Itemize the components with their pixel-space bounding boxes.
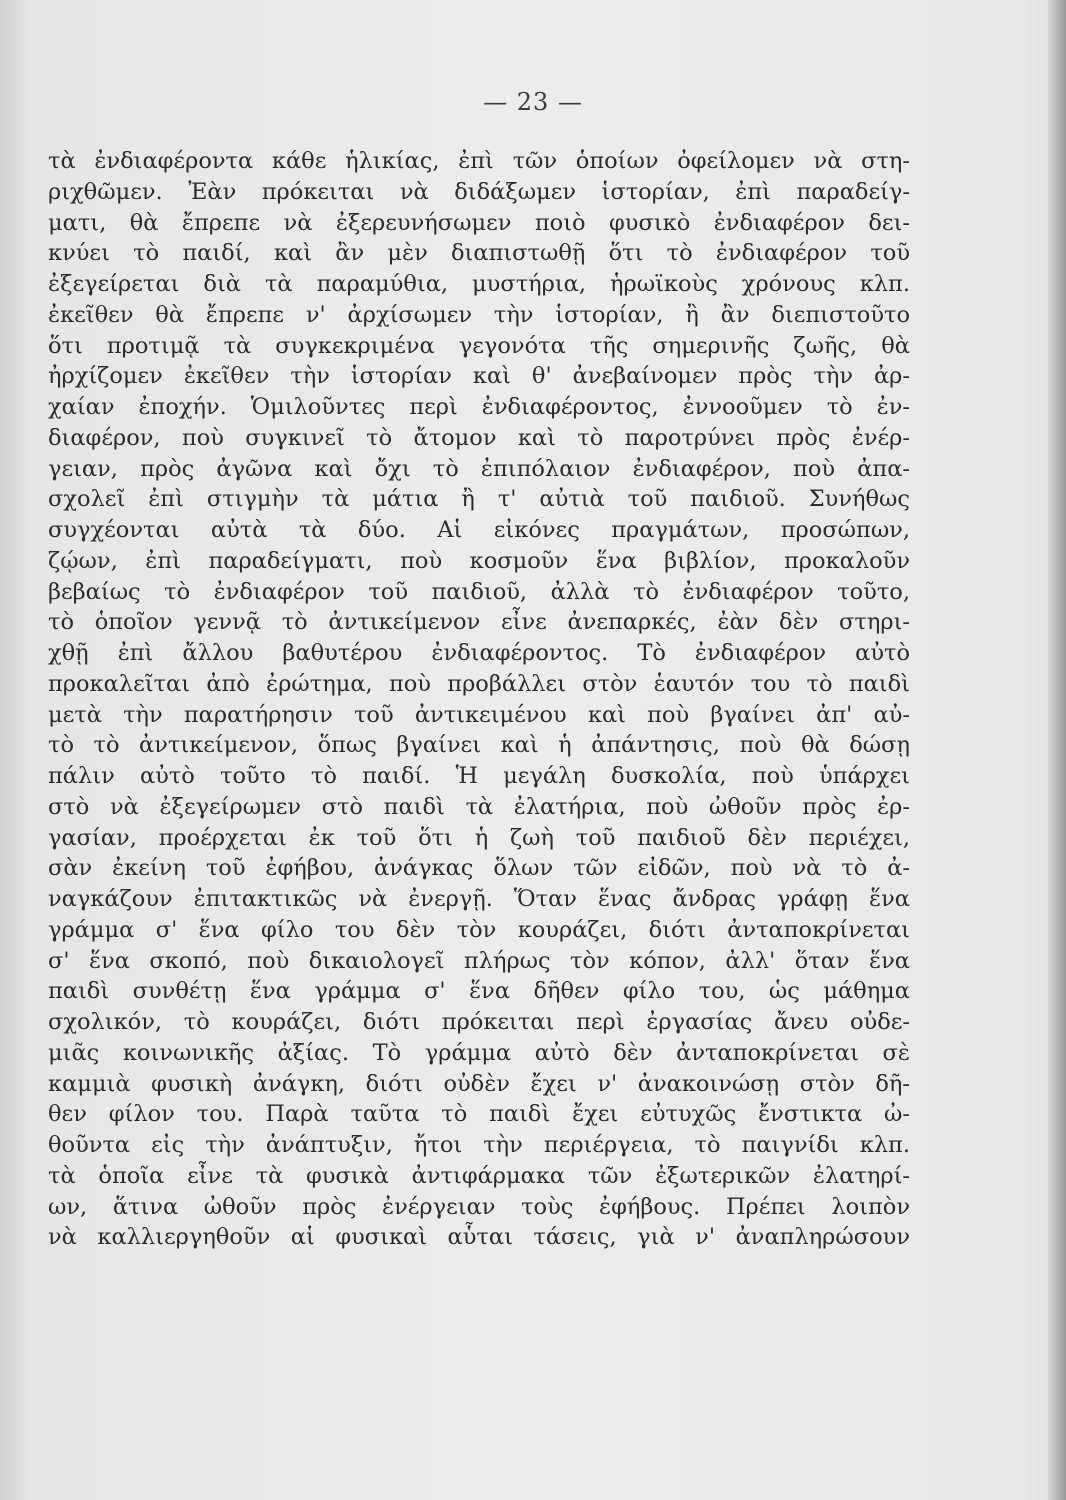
text-line: σὰν ἐκείνη τοῦ ἐφήβου, ἀνάγκας ὅλων τῶν εἰδῶν, ποὺ νὰ τὸ ἀ- (48, 855, 910, 882)
text-line: χαίαν ἐποχήν. Ὁμιλοῦντες περὶ ἐνδιαφέροντος, ἐννοοῦμεν τὸ ἐν- (48, 394, 910, 420)
text-line: συγχέονται αὐτὰ τὰ δύο. Αἱ εἰκόνες πραγμάτων, προσώπων, (48, 517, 910, 543)
text-line: κνύει τὸ παιδί, καὶ ἂν μὲν διαπιστωθῇ ὅτι τὸ ἐνδιαφέρον τοῦ (48, 240, 910, 267)
text-line: ὅτι προτιμᾷ τὰ συγκεκριμένα γεγονότα τῆς σημερινῆς ζωῆς, θὰ (48, 332, 910, 359)
text-line: νὰ καλλιεργηθοῦν αἱ φυσικαὶ αὗται τάσεις, γιὰ ν' ἀναπληρώσουν (48, 1224, 910, 1251)
text-line: καμμιὰ φυσικὴ ἀνάγκη, διότι οὐδὲν ἔχει ν' ἀνακοινώσῃ στὸν δῆ- (48, 1070, 910, 1097)
text-line: γράμμα σ' ἕνα φίλο του δὲν τὸν κουράζει, διότι ἀνταποκρίνεται (48, 916, 910, 943)
text-line: ναγκάζουν ἐπιτακτικῶς νὰ ἐνεργῇ. Ὅταν ἕνας ἄνδρας γράφῃ ἕνα (48, 886, 910, 912)
text-line: σ' ἕνα σκοπό, ποὺ δικαιολογεῖ πλήρως τὸν κόπον, ἀλλ' ὅταν ἕνα (48, 947, 910, 974)
page-number: — 23 — (483, 88, 583, 116)
text-line: γειαν, πρὸς ἀγῶνα καὶ ὄχι τὸ ἐπιπόλαιον ἐνδιαφέρον, ποὺ ἀπα- (48, 455, 910, 482)
text-line: βεβαίως τὸ ἐνδιαφέρον τοῦ παιδιοῦ, ἀλλὰ τὸ ἐνδιαφέρον τοῦτο, (48, 578, 910, 605)
text-line: ἠρχίζομεν ἐκεῖθεν τὴν ἱστορίαν καὶ θ' ἀνεβαίνομεν πρὸς τὴν ἀρ- (48, 363, 910, 390)
page-edge (1048, 0, 1066, 1500)
text-line: τὰ ἐνδιαφέροντα κάθε ἡλικίας, ἐπὶ τῶν ὁποίων ὀφείλομεν νὰ στη- (48, 148, 910, 174)
text-line: παιδὶ συνθέτῃ ἕνα γράμμα σ' ἕνα δῆθεν φίλο του, ὡς μάθημα (48, 978, 910, 1005)
text-line: προκαλεῖται ἀπὸ ἐρώτημα, ποὺ προβάλλει στὸν ἑαυτόν του τὸ παιδὶ (48, 670, 910, 697)
text-line: τὰ ὁποῖα εἶνε τὰ φυσικὰ ἀντιφάρμακα τῶν ἐξωτερικῶν ἐλατηρί- (48, 1162, 910, 1189)
text-line: ἐκεῖθεν θὰ ἔπρεπε ν' ἀρχίσωμεν τὴν ἱστορίαν, ἢ ἂν διεπιστοῦτο (48, 301, 910, 328)
text-line: σχολικόν, τὸ κουράζει, διότι πρόκειται περὶ ἐργασίας ἄνευ οὐδε- (48, 1009, 910, 1035)
text-line: μιᾶς κοινωνικῆς ἀξίας. Τὸ γράμμα αὐτὸ δὲν ἀνταποκρίνεται σὲ (48, 1039, 910, 1066)
text-line: ριχθῶμεν. Ἐὰν πρόκειται νὰ διδάξωμεν ἱστορίαν, ἐπὶ παραδείγ- (48, 178, 910, 205)
text-line: τὸ τὸ ἀντικείμενον, ὅπως βγαίνει καὶ ἡ ἀπάντησις, ποὺ θὰ δώσῃ (48, 732, 910, 759)
text-line: ἐξεγείρεται διὰ τὰ παραμύθια, μυστήρια, ἡρωϊκοὺς χρόνους κλπ. (48, 271, 910, 297)
text-line: μετὰ τὴν παρατήρησιν τοῦ ἀντικειμένου καὶ ποὺ βγαίνει ἀπ' αὐ- (48, 701, 910, 728)
text-line: τὸ ὁποῖον γεννᾷ τὸ ἀντικείμενον εἶνε ἀνεπαρκές, ἐὰν δὲν στηρι- (48, 609, 910, 636)
text-line: ζῴων, ἐπὶ παραδείγματι, ποὺ κοσμοῦν ἕνα βιβλίον, προκαλοῦν (48, 547, 910, 574)
text-line: στὸ νὰ ἐξεγείρωμεν στὸ παιδὶ τὰ ἐλατήρια, ποὺ ὠθοῦν πρὸς ἐρ- (48, 793, 910, 820)
text-line: πάλιν αὐτὸ τοῦτο τὸ παιδί. Ἡ μεγάλη δυσκολία, ποὺ ὑπάρχει (48, 763, 910, 789)
text-line: ων, ἅτινα ὠθοῦν πρὸς ἐνέργειαν τοὺς ἐφήβους. Πρέπει λοιπὸν (48, 1193, 910, 1220)
text-line: γασίαν, προέρχεται ἐκ τοῦ ὅτι ἡ ζωὴ τοῦ παιδιοῦ δὲν περιέχει, (48, 824, 910, 851)
text-line: σχολεῖ ἐπὶ στιγμὴν τὰ μάτια ἢ τ' αὐτιὰ τοῦ παιδιοῦ. Συνήθως (48, 486, 910, 513)
text-line: ματι, θὰ ἔπρεπε νὰ ἐξερευνήσωμεν ποιὸ φυσικὸ ἐνδιαφέρον δει- (48, 209, 910, 236)
text-line: χθῇ ἐπὶ ἄλλου βαθυτέρου ἐνδιαφέροντος. Τὸ ἐνδιαφέρον αὐτὸ (48, 640, 910, 666)
body-text (48, 146, 910, 1253)
text-line: θεν φίλον του. Παρὰ ταῦτα τὸ παιδὶ ἔχει εὐτυχῶς ἔνστικτα ὠ- (48, 1101, 910, 1128)
text-line: θοῦντα εἰς τὴν ἀνάπτυξιν, ἤτοι τὴν περιέργεια, τὸ παιγνίδι κλπ. (48, 1132, 910, 1158)
text-line: διαφέρον, ποὺ συγκινεῖ τὸ ἄτομον καὶ τὸ παροτρύνει πρὸς ἐνέρ- (48, 424, 910, 451)
